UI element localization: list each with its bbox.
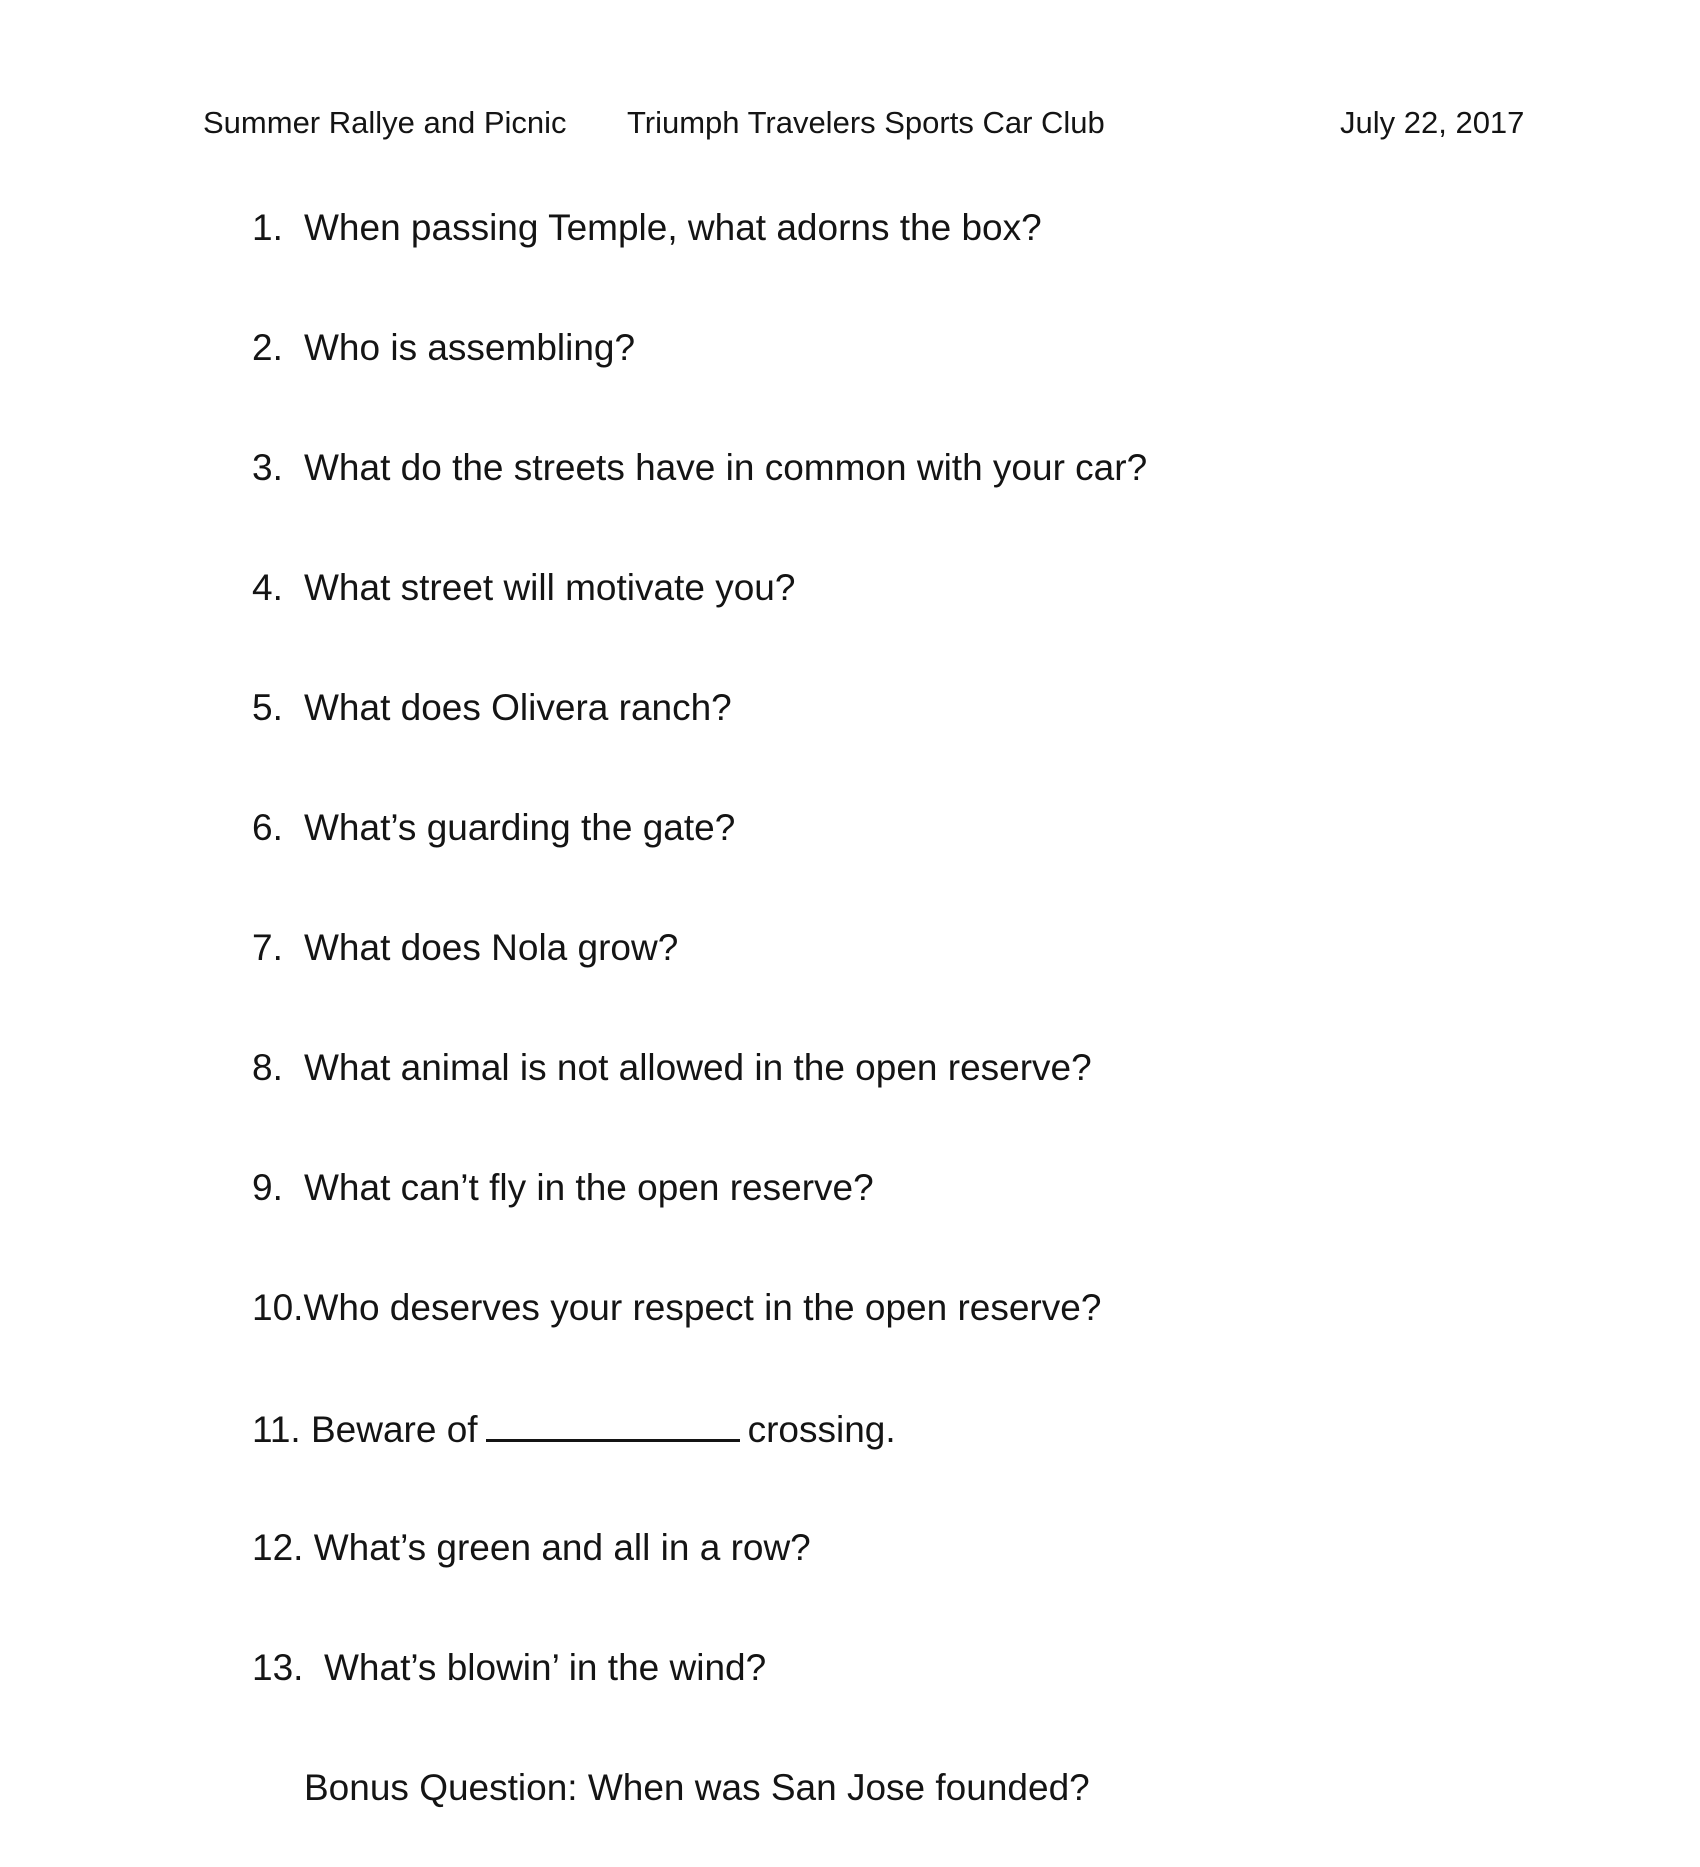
question-text: When passing Temple, what adorns the box?: [304, 207, 1042, 248]
header-event-title: Summer Rallye and Picnic: [203, 105, 567, 140]
answer-blank-line: [486, 1405, 740, 1442]
question-text: Who is assembling?: [304, 327, 636, 368]
question-number: 11.: [252, 1409, 301, 1450]
question-12: [252, 1525, 811, 1571]
question-text: What animal is not allowed in the open reserve?: [304, 1047, 1092, 1088]
question-10: [252, 1285, 1101, 1331]
question-13: [252, 1645, 766, 1691]
question-number: 4.: [252, 567, 283, 608]
question-7: [252, 925, 678, 971]
question-number: 7.: [252, 927, 283, 968]
question-number: 9.: [252, 1167, 283, 1208]
question-text: What’s blowin’ in the wind?: [324, 1647, 767, 1688]
question-9: [252, 1165, 874, 1211]
question-number: 6.: [252, 807, 283, 848]
question-text: What street will motivate you?: [304, 567, 796, 608]
question-1: [252, 205, 1042, 251]
question-text: What can’t fly in the open reserve?: [304, 1167, 874, 1208]
question-text: What does Nola grow?: [304, 927, 679, 968]
question-number: 12.: [252, 1527, 304, 1568]
question-2: [252, 325, 635, 371]
question-5: [252, 685, 732, 731]
question-3: [252, 445, 1147, 491]
question-number: 13.: [252, 1647, 304, 1688]
question-text-before-blank: Beware of: [310, 1409, 478, 1450]
question-11: [252, 1405, 896, 1453]
question-number: 8.: [252, 1047, 283, 1088]
bonus-question: Bonus Question: When was San Jose founded?: [304, 1767, 1090, 1808]
question-number: 2.: [252, 327, 283, 368]
question-text: What’s green and all in a row?: [313, 1527, 811, 1568]
question-text: What do the streets have in common with your car?: [304, 447, 1148, 488]
question-number: 3.: [252, 447, 283, 488]
question-text: What’s guarding the gate?: [304, 807, 736, 848]
question-number: 5.: [252, 687, 283, 728]
question-4: [252, 565, 795, 611]
question-text-after-blank: crossing.: [747, 1409, 896, 1450]
question-6: [252, 805, 735, 851]
question-8: [252, 1045, 1092, 1091]
question-number: 10.: [252, 1287, 304, 1328]
question-number: 1.: [252, 207, 283, 248]
header-club-name: Triumph Travelers Sports Car Club: [627, 105, 1105, 140]
question-text: Who deserves your respect in the open reserve?: [303, 1287, 1102, 1328]
question-text: What does Olivera ranch?: [304, 687, 732, 728]
header-date: July 22, 2017: [1340, 105, 1525, 140]
